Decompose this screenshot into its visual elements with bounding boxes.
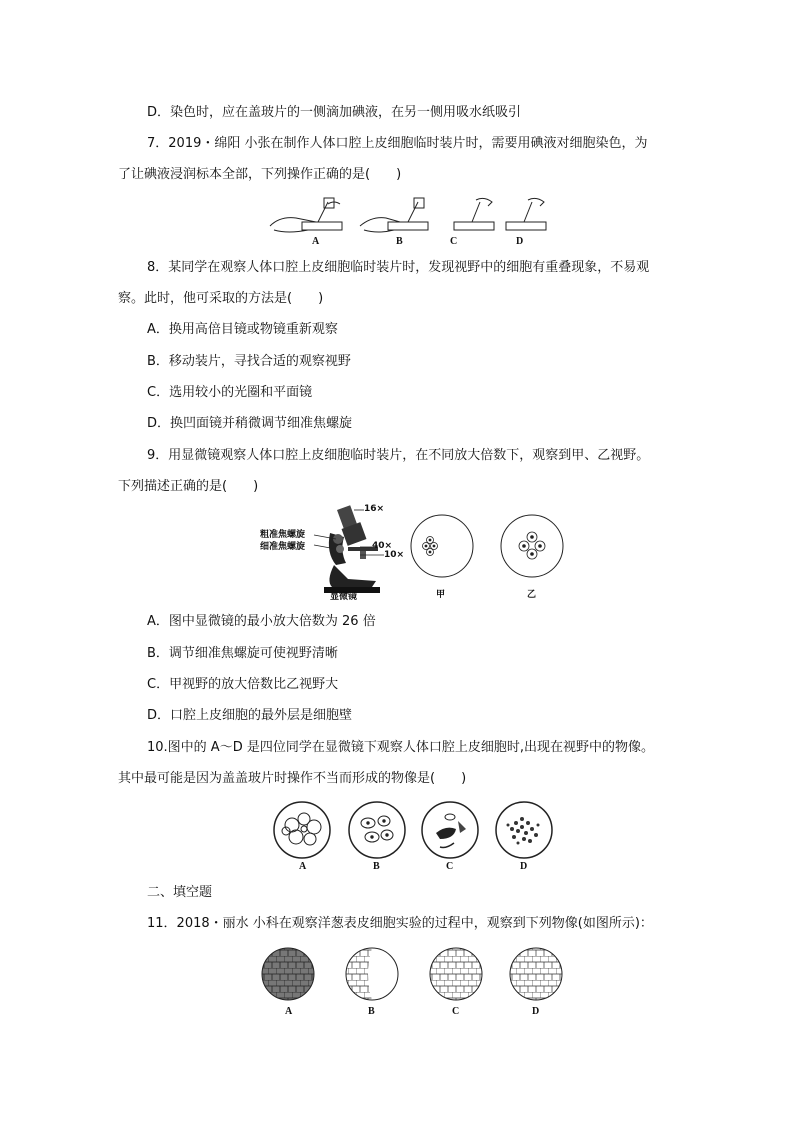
q10-stem-line1: 10.图中的 A～D 是四位同学在显微镜下观察人体口腔上皮细胞时,出现在视野中的物像。 xyxy=(147,740,654,755)
q11-label-c: C xyxy=(452,1006,460,1017)
q11-figure xyxy=(260,944,570,1018)
q10-label-c: C xyxy=(446,861,454,872)
objective-40x-label: 40× xyxy=(372,541,393,551)
view-jia-caption: 甲 xyxy=(436,590,446,600)
q10-label-d: D xyxy=(520,861,528,872)
q8-option-d: D．换凹面镜并稍微调节细准焦螺旋 xyxy=(147,416,353,431)
q10-label-a: A xyxy=(299,861,307,872)
coarse-adjust-label: 粗准焦螺旋 xyxy=(260,530,306,540)
q8-option-b: B．移动装片，寻找合适的观察视野 xyxy=(147,354,351,369)
q11-stem-line1: 11．2018・丽水 小科在观察洋葱表皮细胞实验的过程中，观察到下列物像(如图所示)： xyxy=(147,916,653,931)
q7-stem-line1: 7．2019・绵阳 小张在制作人体口腔上皮细胞临时装片时，需要用碘液对细胞染色，为 xyxy=(147,136,648,151)
view-d-clump xyxy=(507,817,540,845)
q10-label-b: B xyxy=(373,861,380,872)
q7-stem-line2: 了让碘液浸润标本全部，下列操作正确的是( ) xyxy=(118,167,402,182)
q6-option-d: D．染色时，应在盖玻片的一侧滴加碘液，在另一侧用吸水纸吸引 xyxy=(147,105,522,120)
q10-stem-line2: 其中最可能是因为盖盖玻片时操作不当而形成的物像是( ) xyxy=(118,771,467,786)
section-2-heading: 二、填空题 xyxy=(147,885,213,900)
q7-label-d: D xyxy=(516,236,524,247)
q9-stem-line2: 下列描述正确的是( ) xyxy=(118,479,259,494)
view-b-cells xyxy=(361,816,393,842)
q9-figure xyxy=(256,503,586,603)
q10-figure xyxy=(270,799,556,873)
fine-adjust-label: 细准焦螺旋 xyxy=(260,542,306,552)
view-c-debris xyxy=(436,814,466,848)
microscope-caption: 显微镜 xyxy=(330,592,358,602)
q8-option-a: A．换用高倍目镜或物镜重新观察 xyxy=(147,322,338,337)
view-a-bubbles xyxy=(282,813,321,845)
q9-option-b: B．调节细准焦螺旋可使视野清晰 xyxy=(147,646,338,661)
view-yi-caption: 乙 xyxy=(527,590,537,600)
q8-option-c: C．选用较小的光圈和平面镜 xyxy=(147,385,313,400)
q9-option-d: D．口腔上皮细胞的最外层是细胞壁 xyxy=(147,708,353,723)
q9-option-c: C．甲视野的放大倍数比乙视野大 xyxy=(147,677,339,692)
q7-label-c: C xyxy=(450,236,458,247)
q8-stem-line2: 察。此时，他可采取的方法是( ) xyxy=(118,291,324,306)
q11-label-a: A xyxy=(285,1006,293,1017)
q7-figure xyxy=(268,196,548,247)
eyepiece-16x-label: 16× xyxy=(364,504,385,514)
q7-label-b: B xyxy=(396,236,403,247)
q8-stem-line1: 8．某同学在观察人体口腔上皮细胞临时装片时，发现视野中的细胞有重叠现象，不易观 xyxy=(147,260,650,275)
q9-option-a: A．图中显微镜的最小放大倍数为 26 倍 xyxy=(147,614,376,629)
view-jia xyxy=(411,515,473,577)
q11-label-b: B xyxy=(368,1006,375,1017)
objective-10x-label: 10× xyxy=(384,550,405,560)
q9-stem-line1: 9．用显微镜观察人体口腔上皮细胞临时装片，在不同放大倍数下，观察到甲、乙视野。 xyxy=(147,448,650,463)
q7-label-a: A xyxy=(312,236,320,247)
view-yi xyxy=(501,515,563,577)
q11-label-d: D xyxy=(532,1006,540,1017)
